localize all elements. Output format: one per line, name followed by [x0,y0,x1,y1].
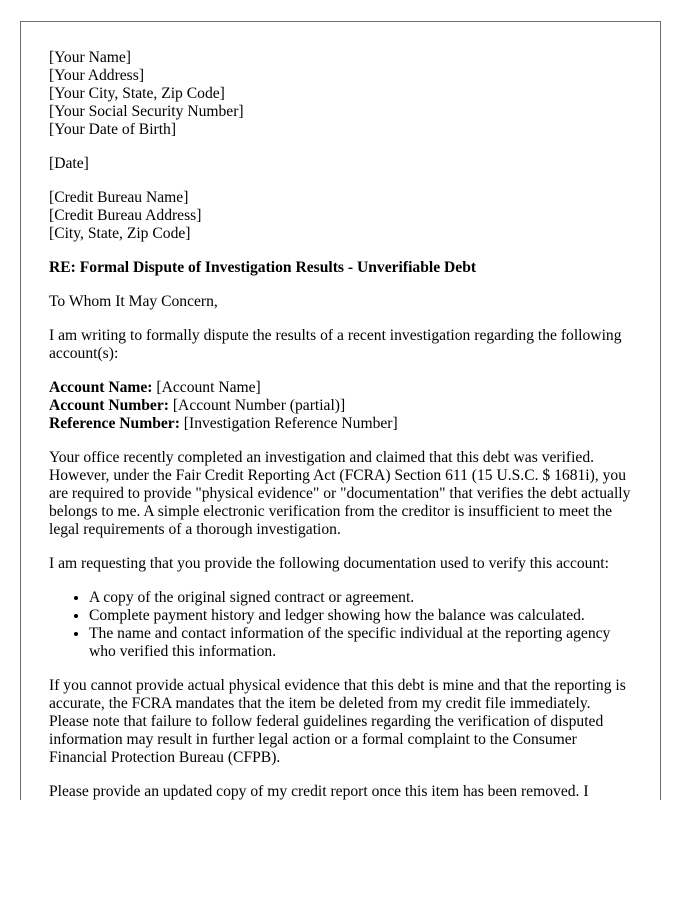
letter-date: [Date] [49,155,89,172]
date-block [49,155,634,173]
reference-number-value: [Investigation Reference Number] [179,415,398,432]
sender-dob: [Your Date of Birth] [49,121,177,138]
recipient-address: [Credit Bureau Address] [49,207,202,224]
verification-paragraph: Your office recently completed an investigation and claimed that this debt was verified. However, under the Fair Credit Reporting Act (FCRA) Section 611 (15 U.S.C. $ 1681i), you are required to provide "physical evidence" or "documentation" that verifies the debt actually belongs to me. A simple electronic verification from the creditor is insufficient to meet the legal requirements of a thorough investigation. [49,449,631,538]
request-intro: I am requesting that you provide the following documentation used to verify this account: [49,555,609,572]
closing-paragraph: Please provide an updated copy of my credit report once this item has been removed. I [49,783,589,800]
account-number-value: [Account Number (partial)] [168,397,346,414]
list-item: • The name and contact information of the specific individual at the reporting agency who verified this information. [89,625,634,661]
intro-paragraph: I am writing to formally dispute the results of a recent investigation regarding the following account(s): [49,327,622,362]
recipient-block [49,189,634,243]
account-name-label: Account Name: [49,379,153,396]
sender-address: [Your Address] [49,67,145,84]
fcra-paragraph: If you cannot provide actual physical evidence that this debt is mine and that the reporting is accurate, the FCRA mandates that the item be deleted from my credit file immediately. Please note that failure to follow federal guidelines regarding the verification of disputed information may result in further legal action or a formal complaint to the Consumer Financial Protection Bureau (CFPB). [49,677,626,766]
account-number-label: Account Number: [49,397,169,414]
list-item: • A copy of the original signed contract or agreement. [89,589,634,607]
sender-block [49,49,634,139]
reference-number-label: Reference Number: [49,415,180,432]
recipient-name: [Credit Bureau Name] [49,189,189,206]
account-name-row [49,379,634,397]
sender-ssn: [Your Social Security Number] [49,103,244,120]
list-item: • Complete payment history and ledger showing how the balance was calculated. [89,607,634,625]
salutation: To Whom It May Concern, [49,293,218,310]
sender-city-state-zip: [Your City, State, Zip Code] [49,85,225,102]
account-details [49,379,634,433]
letter-page [20,21,661,800]
request-list [49,589,634,661]
account-number-row [49,397,634,415]
recipient-city-state-zip: [City, State, Zip Code] [49,225,191,242]
account-name-value: [Account Name] [152,379,261,396]
subject-line: RE: Formal Dispute of Investigation Results - Unverifiable Debt [49,259,477,276]
sender-name: [Your Name] [49,49,132,66]
letter-content [49,49,634,800]
reference-number-row [49,415,634,433]
